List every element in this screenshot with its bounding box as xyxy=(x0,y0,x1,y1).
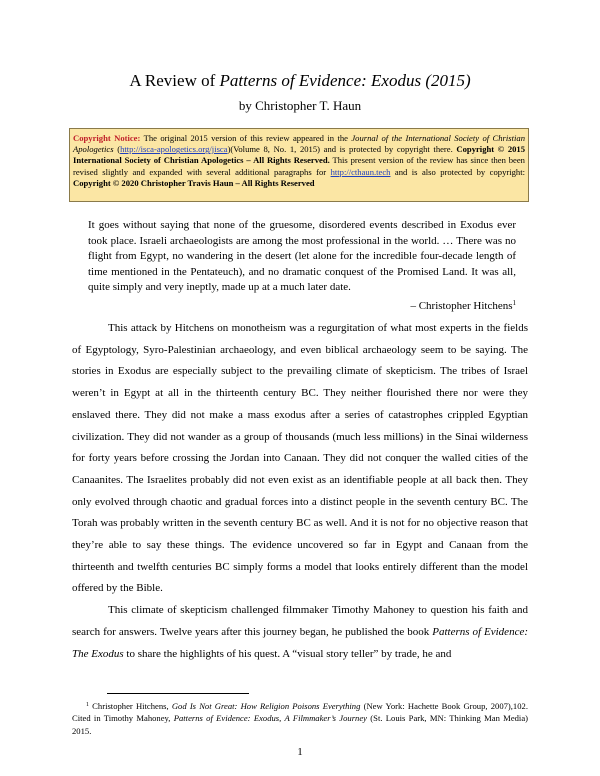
cthaun-link[interactable]: http://cthaun.tech xyxy=(330,166,391,177)
footnote-text-3: (St. Louis Park, MN: Thinking Man Media) 2015. xyxy=(72,713,528,736)
footnote-number: 1 xyxy=(86,702,89,708)
copyright-notice-label: Copyright Notice: xyxy=(73,133,141,143)
byline: by Christopher T. Haun xyxy=(238,98,362,113)
epigraph-attribution xyxy=(360,296,516,314)
notice-text-2: ( xyxy=(113,144,121,155)
article-title xyxy=(0,70,600,92)
page-number: 1 xyxy=(297,746,303,758)
isca-link[interactable]: http://isca-apologetics.org/jisca xyxy=(120,144,228,155)
footnote-book-2: Patterns of Evidence: Exodus, A Filmmaker’s Journey xyxy=(173,713,367,724)
footnote-divider xyxy=(107,693,249,694)
notice-journal-name: Journal of the International Society of Christian Apologetics xyxy=(73,133,526,155)
notice-text-3: )(Volume 8, No. 1, 2015) and is protected by copyright there. xyxy=(227,144,457,155)
notice-text-5: and is also protected by copyright: xyxy=(390,166,525,177)
body-paragraph-1: This attack by Hitchens on monotheism was a regurgitation of what most experts in the fields of Egyptology, Syro-Palestinian archaeology, and even biblical archaeology seem to be saying. The stories in Exodus are especially subject to the prevailing climate of skepticism. The tribes of Israel weren’t in Egypt at all in the thirteenth century BC. They neither flourished there nor were they enslaved there. They did not make a mass exodus after a series of catastrophes crippled Egyptian civilization. They did not wander as a group of thousands (much less millions) in the Sinai wilderness for forty years before crossing the Jordan into Canaan. They did not conquer the walled cities of the Canaanites. The Israelites probably did not even exist as an identifiable people at all back then. They only evolved through chaotic and gradual forces into a distinct people in the seventh century BC. The Torah was probably written in the seventh century BC as well. And it is not for no objective reason that they’re able to say these things. The evidence uncovered so far in Egypt and Canaan from the thirteenth and twelfth centuries BC simply forms a model that looks entirely different than the model offered by the Bible. xyxy=(72,322,528,595)
paragraph-2-start: This climate of skepticism challenged filmmaker Timothy Mahoney to question his faith and search for answers. Twelve years after this journey began, he published the book xyxy=(72,604,528,638)
footnote-reference[interactable]: 1 xyxy=(512,299,516,307)
footnote-text-2: (New York: Hachette Book Group, 2007),102. Cited in Timothy Mahoney, xyxy=(72,701,528,724)
paragraph-2-end: to share the highlights of his quest. A “visual story teller” by trade, he and xyxy=(123,647,452,660)
epigraph-quote xyxy=(88,218,516,296)
book-title-italic: Patterns of Evidence: The Exodus xyxy=(72,625,528,660)
body-text xyxy=(72,318,528,665)
title-italic: Patterns of Evidence: Exodus (2015) xyxy=(219,71,471,90)
title-prefix: A Review of xyxy=(129,71,220,90)
copyright-notice-box xyxy=(69,128,529,202)
footnote-text-1: Christopher Hitchens, xyxy=(89,701,172,711)
notice-copyright-2020: Copyright © 2020 Christopher Travis Haun – All Rights Reserved xyxy=(73,177,315,188)
attribution-text: – Christopher Hitchens xyxy=(410,300,513,312)
notice-copyright-2015: Copyright © 2015 International Society of Christian Apologetics – All Rights Reserved. xyxy=(73,144,526,166)
footnote xyxy=(72,699,528,737)
epigraph-text: It goes without saying that none of the gruesome, disordered events described in Exodus ever took place. Israeli archaeologists are among the most professional in the world. … There was no flight from Egypt, no wandering in the desert (let alone for the incredible four-decade length of time mentioned in the Pentateuch), and no dramatic conquest of the Promised Land. It was all, quite simply and very ineptly, made up at a much later date. xyxy=(88,219,516,294)
notice-text-4: This present version of the review has since then been revised slightly and expanded with several additional paragraphs for xyxy=(73,155,525,177)
footnote-book-1: God Is Not Great: How Religion Poisons Everything xyxy=(171,701,361,711)
body-paragraph-2 xyxy=(72,600,528,665)
notice-text-1: The original 2015 version of this review appeared in the xyxy=(140,133,352,143)
